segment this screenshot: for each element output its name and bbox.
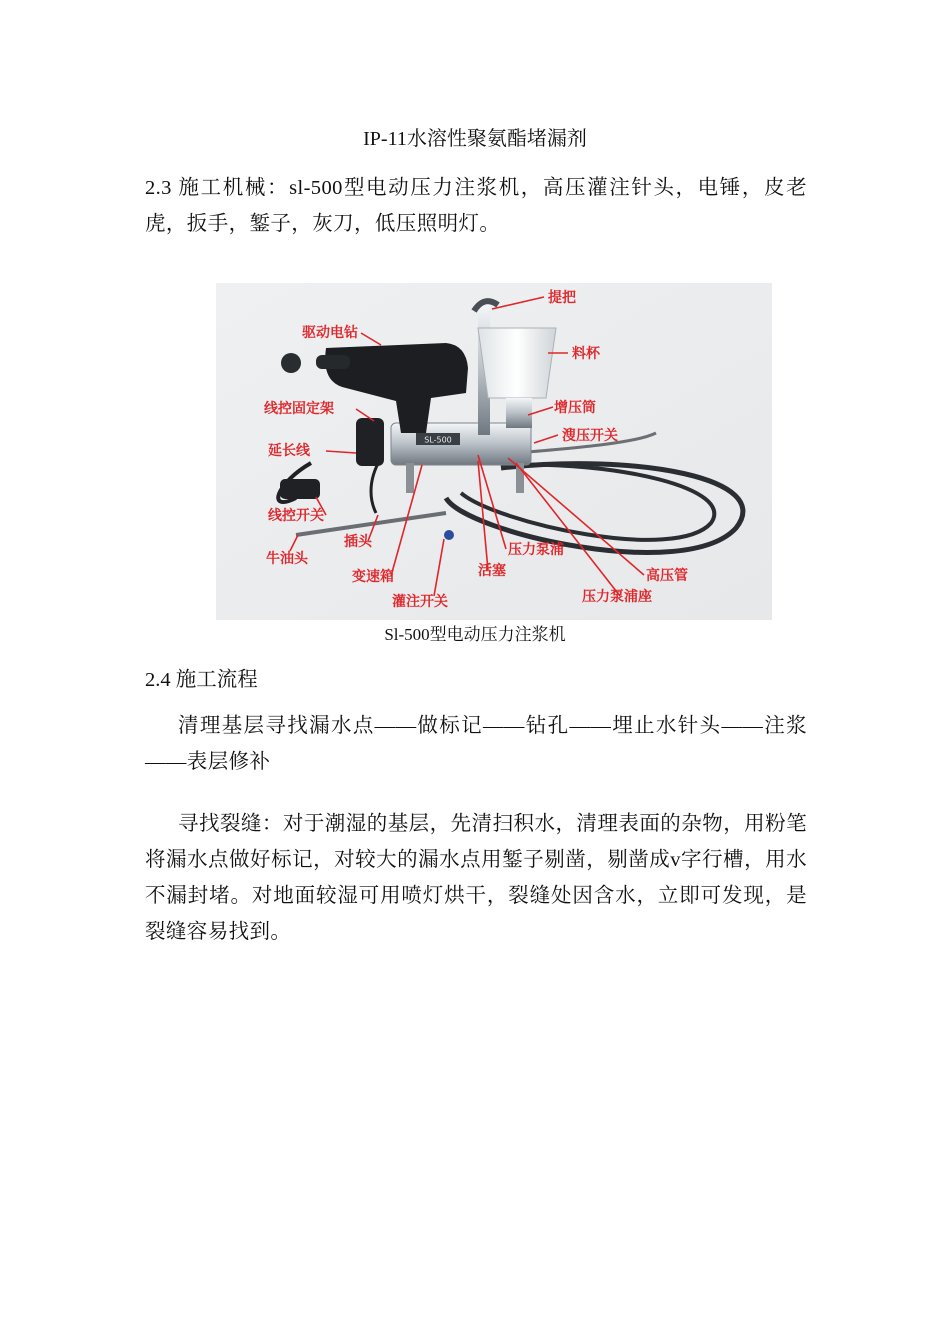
label-handle: 提把 [548, 290, 576, 306]
drill-knob [281, 353, 301, 373]
model-badge-text: SL-500 [424, 435, 452, 445]
label-grease-head: 牛油头 [266, 551, 308, 567]
flow-paragraph: 清理基层寻找漏水点——做标记——钻孔——埋止水针头——注浆——表层修补 [145, 715, 807, 773]
cable-control-bracket [356, 418, 384, 466]
label-piston: 活塞 [478, 563, 506, 579]
label-extension: 延长线 [268, 443, 310, 459]
crack-paragraph: 寻找裂缝：对于潮湿的基层，先清扫积水，清理表面的杂物，用粉笔将漏水点做好标记，对较大的漏水点用錾子剔凿，剔凿成v字行槽，用水不漏封堵。对地面较湿可用喷灯烘干，裂缝处因含水，立即可发现，是裂缝容易找到。 [145, 813, 807, 943]
label-pump-seat: 压力泵浦座 [582, 589, 652, 605]
material-cup [478, 328, 556, 398]
label-booster: 增压筒 [554, 400, 596, 416]
label-plug: 插头 [344, 534, 372, 550]
figure-caption: Sl-500型电动压力注浆机 [384, 625, 566, 644]
document-title: IP-11水溶性聚氨酯堵漏剂 [363, 128, 587, 150]
drill-handle-grip [316, 355, 350, 369]
cable-switch [280, 479, 320, 499]
injection-machine-figure [216, 283, 772, 620]
label-drill: 驱动电钻 [302, 325, 358, 341]
label-cable-bracket: 线控固定架 [264, 401, 334, 417]
label-gearbox: 变速箱 [352, 569, 394, 585]
section-2-3-text: 2.3 施工机械：sl-500型电动压力注浆机，高压灌注针头，电锤，皮老虎，扳手，錾子，灰刀，低压照明灯。 [145, 177, 807, 235]
section-2-4-heading: 2.4 施工流程 [145, 669, 258, 691]
label-hp-hose: 高压管 [646, 568, 688, 584]
label-cup: 料杯 [572, 346, 600, 362]
booster-cylinder [506, 398, 532, 428]
fill-valve-knob [444, 530, 454, 540]
label-pump-piston: 压力泵浦 [508, 542, 564, 558]
label-relief-switch: 溲压开关 [562, 428, 618, 444]
leg [406, 463, 414, 493]
label-cable-switch: 线控开关 [268, 508, 324, 524]
label-fill-switch: 灌注开关 [392, 594, 448, 610]
